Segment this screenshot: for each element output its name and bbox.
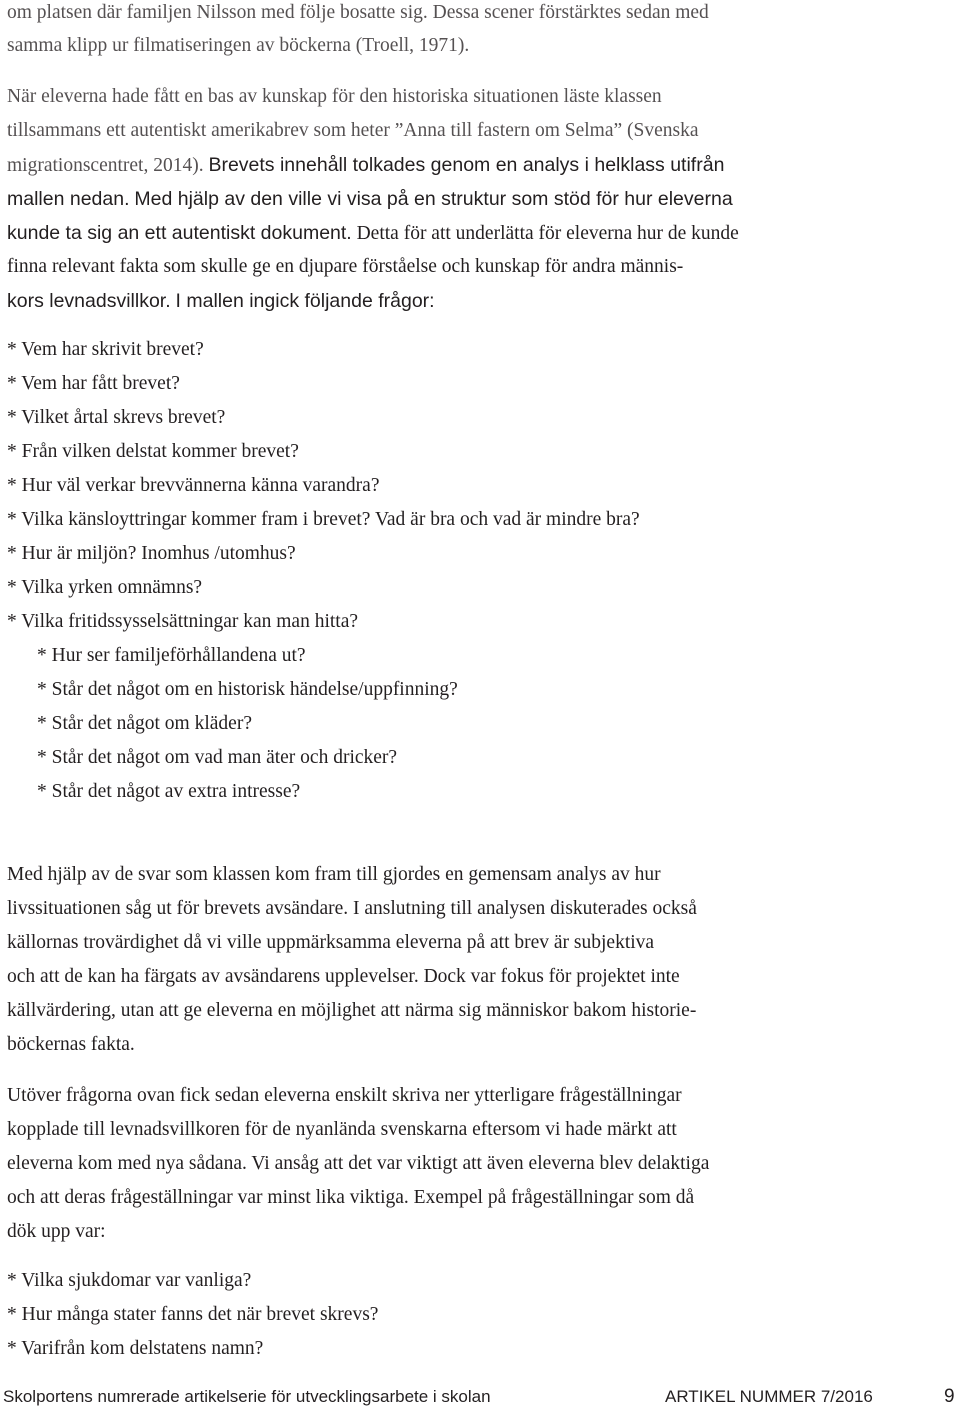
paragraph-2-text: Med hjälp av den ville vi visa på en struktur som stöd för hur eleverna <box>134 188 733 210</box>
paragraph-2-line-5 <box>7 220 739 247</box>
paragraph-2-line-3 <box>7 152 724 179</box>
paragraph-3-line-2: livssituationen såg ut för brevets avsändare. I anslutning till analysen diskuterades också <box>7 898 697 919</box>
paragraph-2-text: kunde ta sig an ett autentiskt dokument. <box>7 222 352 244</box>
paragraph-2-line-2: tillsammans ett autentiskt amerikabrev som heter ”Anna till fastern om Selma” (Svenska <box>7 120 699 141</box>
paragraph-4-line-4: och att deras frågeställningar var minst lika viktiga. Exempel på frågeställningar som då <box>7 1187 695 1208</box>
question-item: * Vilket årtal skrevs brevet? <box>7 407 226 428</box>
paragraph-2-text: migrationscentret, 2014). <box>7 155 204 176</box>
footer-series-title: Skolportens numrerade artikelserie för utvecklingsarbete i skolan <box>3 1387 491 1406</box>
paragraph-3-line-4: och att de kan ha färgats av avsändarens upplevelser. Dock var fokus för projektet inte <box>7 966 680 987</box>
paragraph-4-line-5: dök upp var: <box>7 1221 106 1242</box>
question-item: * Vilka fritidssysselsättningar kan man hitta? <box>7 611 359 632</box>
paragraph-2-text: I mallen ingick följande frågor: <box>175 290 435 312</box>
paragraph-3-line-5: källvärdering, utan att ge eleverna en möjlighet att närma sig människor bakom historie- <box>7 1000 697 1021</box>
student-question-item: * Hur många stater fanns det när brevet skrevs? <box>7 1304 379 1325</box>
question-item: * Vem har skrivit brevet? <box>7 339 204 360</box>
paragraph-1-line-2: samma klipp ur filmatiseringen av böckerna (Troell, 1971). <box>7 35 470 56</box>
question-item-indented: * Står det något om vad man äter och dricker? <box>37 747 398 768</box>
question-item-indented: * Står det något om en historisk händelse/uppfinning? <box>37 679 458 700</box>
question-item-indented: * Står det något om kläder? <box>37 713 252 734</box>
paragraph-4-line-3: eleverna kom med nya sådana. Vi ansåg att det var viktigt att även eleverna blev delaktiga <box>7 1153 710 1174</box>
question-item: * Hur väl verkar brevvännerna känna varandra? <box>7 475 380 496</box>
paragraph-3-line-6: böckernas fakta. <box>7 1034 135 1055</box>
paragraph-3-line-1: Med hjälp av de svar som klassen kom fram till gjordes en gemensam analys av hur <box>7 864 661 885</box>
student-question-item: * Vilka sjukdomar var vanliga? <box>7 1270 252 1291</box>
paragraph-2-text: Brevets innehåll tolkades genom en analys i helklass utifrån <box>208 154 725 176</box>
question-item: * Från vilken delstat kommer brevet? <box>7 441 299 462</box>
paragraph-2-line-1: När eleverna hade fått en bas av kunskap för den historiska situationen läste klassen <box>7 86 662 107</box>
paragraph-2-line-4 <box>7 186 733 213</box>
question-item: * Hur är miljön? Inomhus /utomhus? <box>7 543 296 564</box>
question-item: * Vilka yrken omnämns? <box>7 577 203 598</box>
question-item: * Vilka känsloyttringar kommer fram i brevet? Vad är bra och vad är mindre bra? <box>7 509 640 530</box>
paragraph-3-line-3: källornas trovärdighet då vi ville uppmärksamma eleverna på att brev är subjektiva <box>7 932 655 953</box>
paragraph-2-line-7 <box>7 288 435 315</box>
page-number: 9 <box>944 1386 955 1407</box>
question-item-indented: * Hur ser familjeförhållandena ut? <box>37 645 306 666</box>
student-question-item: * Varifrån kom delstatens namn? <box>7 1338 264 1359</box>
footer-article-number: ARTIKEL NUMMER 7/2016 <box>665 1387 873 1406</box>
paragraph-4-line-1: Utöver frågorna ovan fick sedan eleverna enskilt skriva ner ytterligare frågeställningar <box>7 1085 682 1106</box>
question-item: * Vem har fått brevet? <box>7 373 180 394</box>
question-item-indented: * Står det något av extra intresse? <box>37 781 301 802</box>
paragraph-4-line-2: kopplade till levnadsvillkoren för de nyanlända svenskarna eftersom vi hade märkt att <box>7 1119 677 1140</box>
paragraph-2-text: mallen nedan. <box>7 188 130 210</box>
paragraph-2-text: Detta för att underlätta för eleverna hur de kunde <box>356 223 739 244</box>
paragraph-1-line-1: om platsen där familjen Nilsson med följe bosatte sig. Dessa scener förstärktes sedan med <box>7 2 709 23</box>
paragraph-2-text: kors levnadsvillkor. <box>7 290 171 312</box>
paragraph-2-line-6: finna relevant fakta som skulle ge en djupare förståelse och kunskap för andra männis- <box>7 256 684 277</box>
